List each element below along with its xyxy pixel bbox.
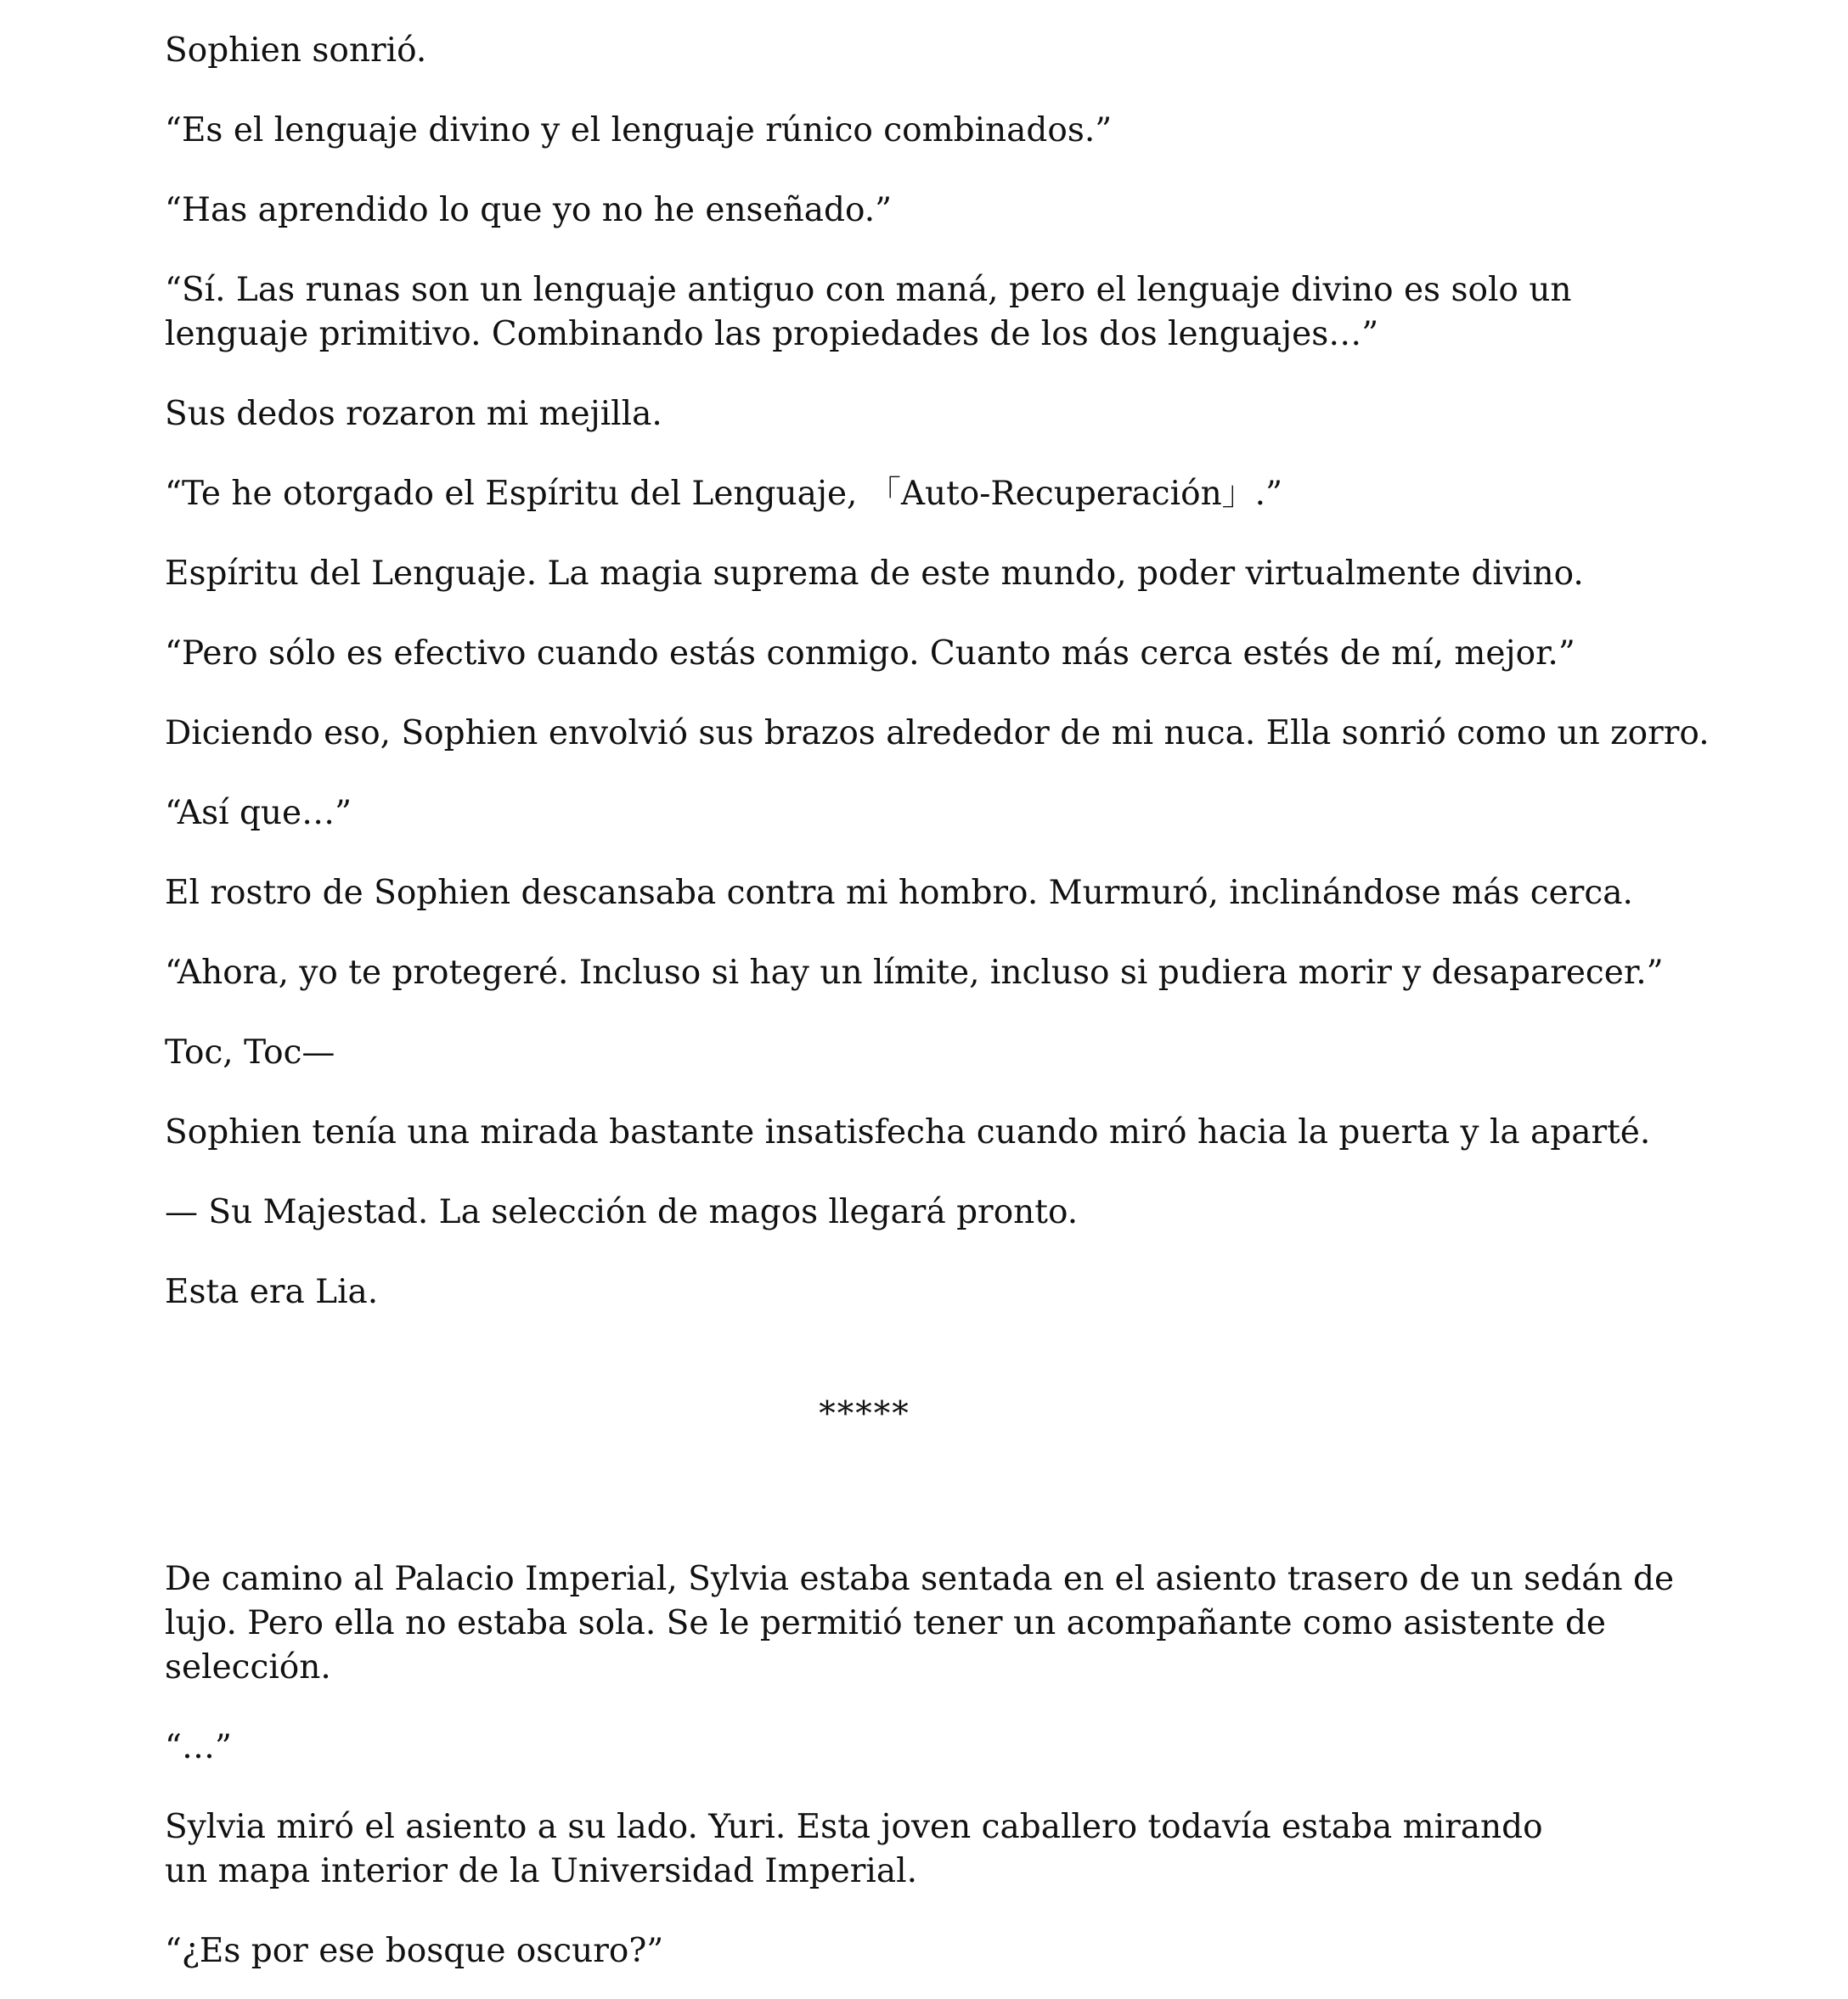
paragraph: De camino al Palacio Imperial, Sylvia estaba sentada en el asiento trasero de un sedán de lujo. Pero ella no estaba sola. Se le permitió tener un acompañante como asistente de selección. [165, 1560, 1675, 1686]
document-body [165, 29, 1719, 1974]
paragraph: “Así que…” [165, 794, 352, 832]
paragraph: — Su Majestad. La selección de magos llegará pronto. [165, 1193, 1079, 1231]
paragraph: Espíritu del Lenguaje. La magia suprema de este mundo, poder virtualmente divino. [165, 555, 1584, 593]
paragraph: “Te he otorgado el Espíritu del Lenguaje, 「Auto-Recuperación」.” [165, 475, 1283, 513]
paragraph: “Pero sólo es efectivo cuando estás conmigo. Cuanto más cerca estés de mí, mejor.” [165, 634, 1575, 673]
paragraph: Diciendo eso, Sophien envolvió sus brazos alrededor de mi nuca. Ella sonrió como un zorro. [165, 714, 1710, 752]
paragraph: “…” [165, 1728, 232, 1766]
paragraph: Toc, Toc— [165, 1033, 335, 1072]
paragraph: “Es el lenguaje divino y el lenguaje rúnico combinados.” [165, 111, 1113, 149]
paragraph: Sophien sonrió. [165, 31, 427, 70]
paragraph: Esta era Lia. [165, 1273, 379, 1311]
paragraph: “¿Es por ese bosque oscuro?” [165, 1932, 664, 1970]
paragraph: El rostro de Sophien descansaba contra mi hombro. Murmuró, inclinándose más cerca. [165, 874, 1633, 912]
section-break: ***** [819, 1395, 910, 1433]
paragraph: “Sí. Las runas son un lenguaje antiguo con maná, pero el lenguaje divino es solo un lenguaje primitivo. Combinando las propiedades de los dos lenguajes…” [165, 271, 1572, 353]
paragraph: Sus dedos rozaron mi mejilla. [165, 395, 662, 433]
paragraph: “Ahora, yo te protegeré. Incluso si hay un límite, incluso si pudiera morir y desaparecer.” [165, 954, 1664, 992]
paragraph: Sylvia miró el asiento a su lado. Yuri. Esta joven caballero todavía estaba mirando un mapa interior de la Universidad Imperial. [165, 1808, 1543, 1890]
paragraph: Sophien tenía una mirada bastante insatisfecha cuando miró hacia la puerta y la aparté. [165, 1113, 1651, 1152]
paragraph: “Has aprendido lo que yo no he enseñado.” [165, 191, 893, 229]
